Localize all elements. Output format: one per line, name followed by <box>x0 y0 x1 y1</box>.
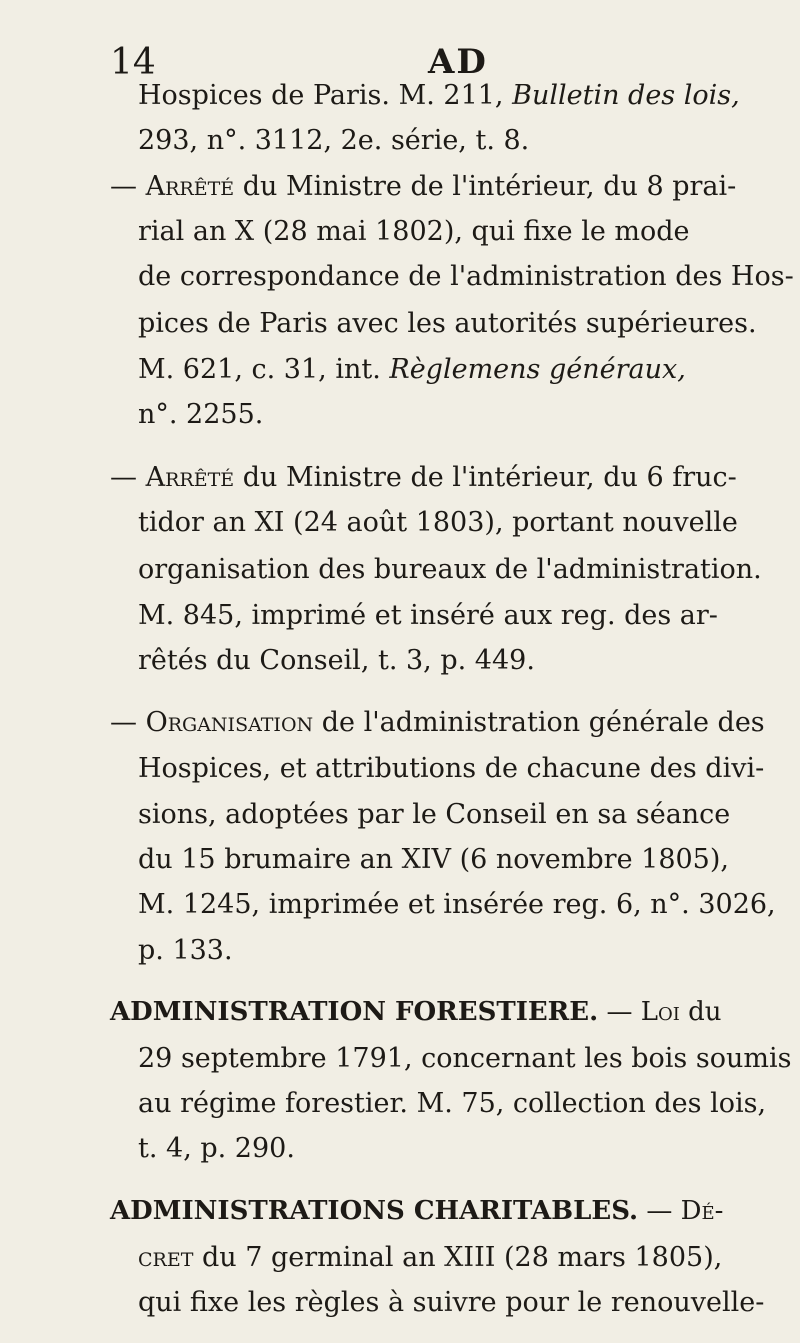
text-line: M. 845, imprimé et inséré aux reg. des ar- <box>138 600 718 631</box>
text-line: rêtés du Conseil, t. 3, p. 449. <box>138 645 535 676</box>
text-line: ADMINISTRATION FORESTIERE. — Loi du <box>110 997 722 1027</box>
text-line: — Arrêté du Ministre de l'intérieur, du 6 fruc- <box>110 462 737 493</box>
text-line: — Arrêté du Ministre de l'intérieur, du 8 prai- <box>110 171 737 202</box>
text-line: tidor an XI (24 août 1803), portant nouvelle <box>138 507 738 538</box>
text-line: organisation des bureaux de l'administration. <box>138 554 762 585</box>
text-line: M. 1245, imprimée et insérée reg. 6, n°. 3026, <box>138 889 776 920</box>
section-heading: ADMINISTRATIONS CHARITABLES. <box>110 1196 639 1226</box>
text-line: cret du 7 germinal an XIII (28 mars 1805), <box>138 1242 723 1273</box>
text-line: ADMINISTRATIONS CHARITABLES. — Dé- <box>110 1196 724 1226</box>
running-head: AD <box>428 42 488 82</box>
text-line: t. 4, p. 290. <box>138 1133 295 1164</box>
text-line: sions, adoptées par le Conseil en sa séance <box>138 799 731 830</box>
text-line: — Organisation de l'administration générale des <box>110 707 765 738</box>
text-line: Hospices, et attributions de chacune des divi- <box>138 753 765 784</box>
text-line: 293, n°. 3112, 2e. série, t. 8. <box>138 125 530 156</box>
text-line: Hospices de Paris. M. 211, Bulletin des lois, <box>138 80 740 111</box>
page-number: 14 <box>110 42 156 83</box>
text-line: au régime forestier. M. 75, collection des lois, <box>138 1088 767 1119</box>
text-line: M. 621, c. 31, int. Règlemens généraux, <box>138 354 686 385</box>
text-line: de correspondance de l'administration des Hos- <box>138 261 794 292</box>
text-line: du 15 brumaire an XIV (6 novembre 1805), <box>138 844 729 875</box>
text-line: 29 septembre 1791, concernant les bois soumis <box>138 1043 792 1074</box>
section-heading: ADMINISTRATION FORESTIERE. <box>110 997 599 1027</box>
text-line: p. 133. <box>138 935 233 966</box>
text-line: qui fixe les règles à suivre pour le renouvelle- <box>138 1287 765 1318</box>
text-line: pices de Paris avec les autorités supérieures. <box>138 308 757 339</box>
text-line: n°. 2255. <box>138 399 264 430</box>
text-line: rial an X (28 mai 1802), qui fixe le mode <box>138 216 690 247</box>
